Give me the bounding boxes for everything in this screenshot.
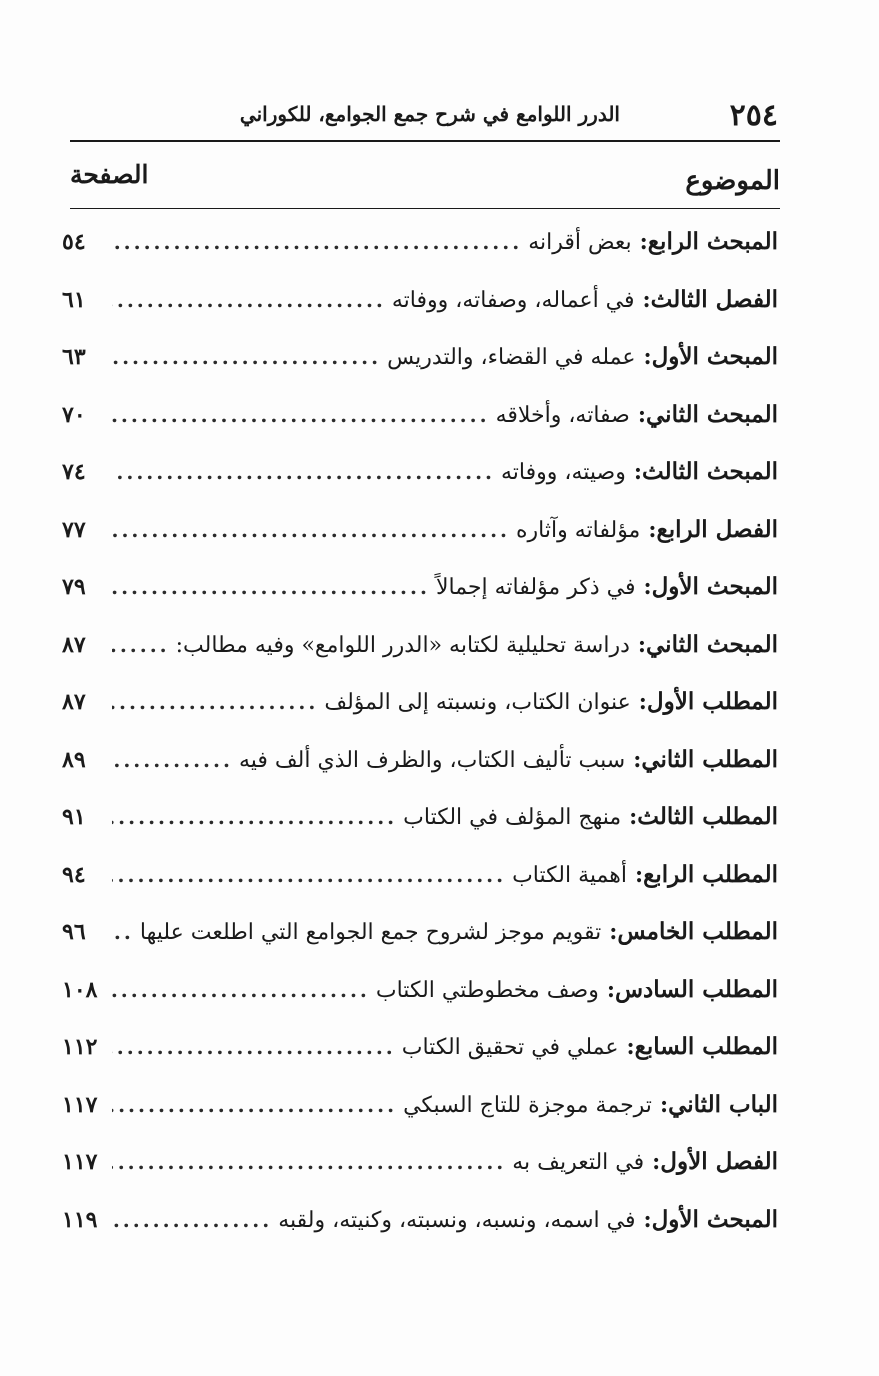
- toc-entry-label: المطلب الرابع: [643, 860, 778, 888]
- dot-leader: [112, 1093, 397, 1117]
- toc-entry: [62, 803, 778, 861]
- toc-entry-colon: :: [639, 229, 648, 255]
- toc-entry-title: في ذكر مؤلفاته إجمالاً: [435, 575, 636, 600]
- toc-entry-title: في أعماله، وصفاته، ووفاته: [391, 287, 635, 313]
- toc-entry-page-number: ٩٦: [62, 919, 86, 945]
- toc-entry-title: سبب تأليف الكتاب، والظرف الذي ألف فيه: [238, 747, 626, 773]
- toc-entry-page-number: ٧٧: [62, 516, 86, 543]
- toc-entry-colon: :: [642, 286, 651, 313]
- toc-entry-colon: :: [637, 631, 646, 658]
- toc-entry: [62, 631, 778, 689]
- toc-entry-page-number: ١١٩: [62, 1206, 98, 1233]
- toc-entry: [62, 1206, 778, 1264]
- toc-entry-label: المبحث الثاني: [646, 630, 778, 658]
- toc-entry: [62, 458, 778, 516]
- toc-entry-colon: :: [634, 861, 644, 888]
- dot-leader: [112, 920, 134, 944]
- toc-entry-colon: :: [633, 746, 642, 773]
- toc-entry: [62, 286, 778, 344]
- toc-entry-colon: :: [629, 804, 638, 830]
- toc-entry-label: المبحث الأول: [651, 343, 778, 370]
- toc-entry-page-number: ٧٩: [62, 574, 86, 600]
- toc-entry-label: المطلب الثالث: [637, 803, 778, 830]
- toc-entry-page-number: ٥٤: [62, 229, 86, 255]
- toc-entry-title: صفاته، وأخلاقه: [495, 402, 630, 428]
- running-title: الدرر اللوامع في شرح جمع الجوامع، للكوراني: [239, 102, 620, 126]
- dot-leader: [112, 345, 381, 369]
- table-of-contents: [62, 228, 778, 1263]
- column-heading-rule: [70, 208, 780, 209]
- toc-entry-page-number: ٧٤: [62, 459, 86, 485]
- toc-entry-page-number: ١١٧: [62, 1091, 98, 1118]
- dot-leader: [112, 748, 233, 772]
- toc-entry-page-number: ٨٧: [62, 689, 86, 715]
- dot-leader: [112, 288, 386, 312]
- toc-entry: [62, 861, 778, 919]
- toc-entry-title: بعض أقرانه: [528, 230, 632, 255]
- toc-entry-colon: :: [606, 976, 615, 1003]
- toc-entry-label: المبحث الثاني: [646, 400, 778, 428]
- toc-entry-label: المطلب الخامس: [617, 918, 778, 945]
- toc-entry-label: الفصل الثالث: [650, 285, 778, 313]
- toc-entry-colon: :: [648, 516, 657, 543]
- toc-entry: [62, 918, 778, 976]
- toc-entry-label: الفصل الرابع: [656, 515, 778, 543]
- dot-leader: [112, 518, 510, 542]
- toc-entry-title: ترجمة موجزة للتاج السبكي: [403, 1092, 652, 1118]
- toc-entry-page-number: ٩١: [62, 804, 86, 830]
- dot-leader: [112, 978, 370, 1002]
- toc-entry: [62, 1033, 778, 1091]
- toc-entry-page-number: ٩٤: [62, 861, 86, 888]
- column-headings: [70, 160, 780, 200]
- toc-entry: [62, 401, 778, 459]
- toc-entry-colon: :: [638, 689, 647, 715]
- toc-entry-title: دراسة تحليلية لكتابه «الدرر اللوامع» وفيه مطالب:: [175, 632, 630, 658]
- toc-entry-colon: :: [637, 401, 646, 428]
- dot-leader: [112, 575, 430, 599]
- toc-entry-title: عمله في القضاء، والتدريس: [387, 345, 636, 370]
- dot-leader: [112, 230, 522, 254]
- toc-entry-label: المطلب الأول: [646, 688, 778, 715]
- toc-entry-colon: :: [626, 1034, 635, 1060]
- toc-entry: [62, 976, 778, 1034]
- toc-entry: [62, 573, 778, 631]
- toc-entry-colon: :: [643, 344, 652, 370]
- toc-entry-title: في اسمه، ونسبه، ونسبته، وكنيته، ولقبه: [278, 1207, 636, 1233]
- toc-entry-title: مؤلفاته وآثاره: [516, 517, 641, 543]
- dot-leader: [112, 805, 397, 829]
- dot-leader: [112, 1208, 272, 1232]
- toc-entry-colon: :: [609, 919, 618, 945]
- toc-entry-label: الباب الثاني: [668, 1090, 778, 1118]
- toc-entry-title: وصف مخطوطتي الكتاب: [375, 977, 599, 1003]
- toc-entry: [62, 228, 778, 286]
- dot-leader: [112, 1035, 396, 1059]
- dot-leader: [112, 403, 490, 427]
- toc-entry-title: أهمية الكتاب: [512, 862, 627, 888]
- page-column-heading: الصفحة: [70, 160, 149, 189]
- toc-entry-colon: :: [659, 1091, 669, 1118]
- running-head: [70, 96, 778, 140]
- header-rule: [70, 140, 780, 142]
- toc-entry-label: المطلب السابع: [634, 1033, 778, 1060]
- toc-entry: [62, 516, 778, 574]
- dot-leader: [112, 633, 170, 657]
- toc-entry-colon: :: [643, 574, 652, 600]
- toc-entry-page-number: ٧٠: [62, 401, 86, 428]
- toc-entry: [62, 1091, 778, 1149]
- toc-entry-label: المبحث الأول: [651, 1205, 778, 1233]
- toc-entry-label: المطلب السادس: [614, 975, 778, 1003]
- toc-entry-label: المبحث الرابع: [647, 228, 778, 255]
- toc-entry-page-number: ١٠٨: [62, 976, 98, 1003]
- toc-entry-title: عنوان الكتاب، ونسبته إلى المؤلف: [324, 690, 631, 715]
- toc-entry-page-number: ١١٢: [62, 1034, 98, 1060]
- toc-entry-label: الفصل الأول: [660, 1148, 778, 1175]
- dot-leader: [112, 1150, 506, 1174]
- toc-entry-colon: :: [633, 459, 642, 485]
- dot-leader: [112, 460, 495, 484]
- toc-entry-label: المطلب الثاني: [641, 745, 778, 773]
- topic-column-heading: الموضوع: [685, 166, 780, 196]
- toc-entry-colon: :: [652, 1149, 661, 1175]
- toc-entry-page-number: ٨٧: [62, 631, 86, 658]
- toc-entry-page-number: ٦٣: [62, 344, 86, 370]
- toc-entry: [62, 1148, 778, 1206]
- toc-entry-title: منهج المؤلف في الكتاب: [403, 805, 622, 830]
- toc-entry: [62, 746, 778, 804]
- toc-entry-title: وصيته، ووفاته: [501, 460, 626, 485]
- toc-entry: [62, 688, 778, 746]
- dot-leader: [112, 690, 318, 714]
- toc-entry-colon: :: [643, 1206, 652, 1233]
- dot-leader: [112, 863, 506, 887]
- page-number: ٢٥٤: [729, 98, 778, 133]
- toc-entry-page-number: ١١٧: [62, 1149, 98, 1175]
- toc-entry-page-number: ٦١: [62, 286, 86, 313]
- toc-entry-title: في التعريف به: [512, 1150, 645, 1175]
- toc-entry-label: المبحث الأول: [651, 573, 778, 600]
- toc-entry-title: تقويم موجز لشروح جمع الجوامع التي اطلعت عليها: [139, 920, 602, 945]
- toc-entry: [62, 343, 778, 401]
- toc-entry-label: المبحث الثالث: [641, 458, 778, 485]
- toc-entry-page-number: ٨٩: [62, 746, 86, 773]
- toc-entry-title: عملي في تحقيق الكتاب: [401, 1035, 619, 1060]
